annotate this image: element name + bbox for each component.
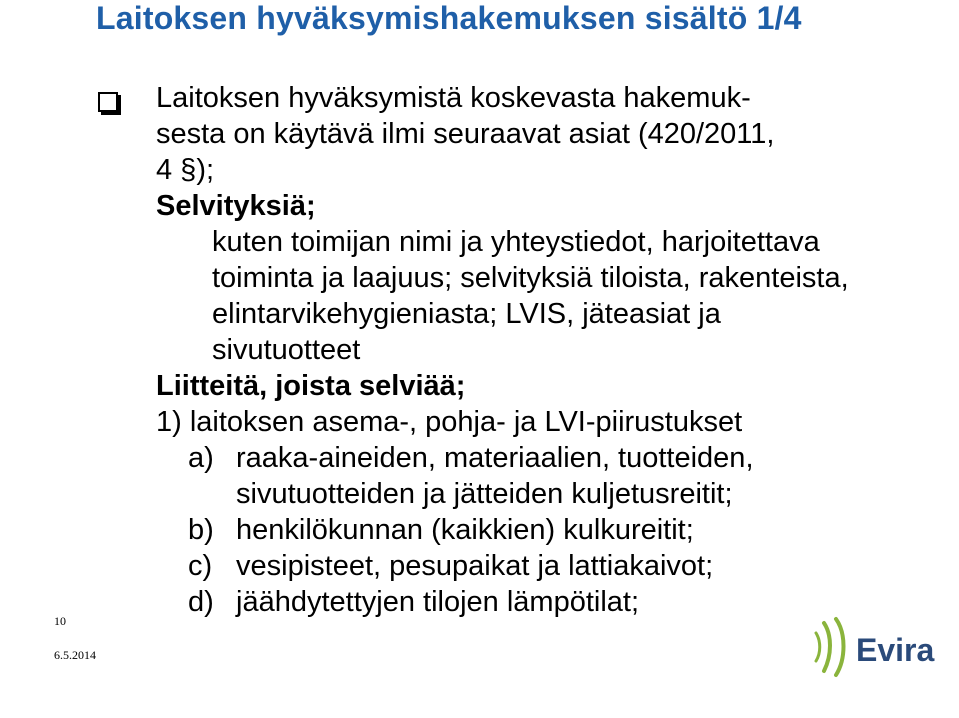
slide-title: Laitoksen hyväksymishakemuksen sisältö 1/4 [96,0,802,36]
intro-line: Laitoksen hyväksymistä koskevasta hakemuk- [156,82,751,114]
sub-item-text: jäähdytettyjen tilojen lämpötilat; [236,586,640,618]
sub-item [156,512,849,548]
section1-line: sivutuotteet [212,334,361,366]
evira-logo-mark-icon [816,619,844,675]
section2-item: 1) laitoksen asema-, pohja- ja LVI-piirustukset [156,406,743,438]
section1-line: toiminta ja laajuus; selvityksiä tiloista, rakenteista, [212,262,849,294]
sub-item-letter: c) [188,550,213,582]
section1-line: kuten toimijan nimi ja yhteystiedot, harjoitettava [212,226,820,258]
sub-item [156,548,849,584]
sub-item-letter: b) [188,514,214,546]
intro-line: 4 §); [156,154,215,186]
sub-item [156,440,849,476]
sub-item-letter: a) [188,442,214,474]
page-number: 10 [54,614,66,628]
sub-item-letter: d) [188,586,214,618]
checkbox-bullet-icon [98,92,118,112]
slide-date: 6.5.2014 [54,648,96,662]
sub-item-continuation: sivutuotteiden ja jätteiden kuljetusreitit; [236,478,733,510]
section1-line: elintarvikehygieniasta; LVIS, jäteasiat ja [212,298,721,330]
evira-logo [810,615,955,685]
slide-body [156,80,849,620]
sub-item-text: raaka-aineiden, materiaalien, tuotteiden, [236,442,754,474]
intro-line: sesta on käytävä ilmi seuraavat asiat (420/2011, [156,118,775,150]
section1-heading: Selvityksiä; [156,190,316,222]
sub-item [156,584,849,620]
section2-heading: Liitteitä, joista selviää; [156,370,466,402]
evira-logo-text: Evira [856,632,935,668]
sub-item-text: henkilökunnan (kaikkien) kulkureitit; [236,514,694,546]
sub-item-text: vesipisteet, pesupaikat ja lattiakaivot; [236,550,714,582]
